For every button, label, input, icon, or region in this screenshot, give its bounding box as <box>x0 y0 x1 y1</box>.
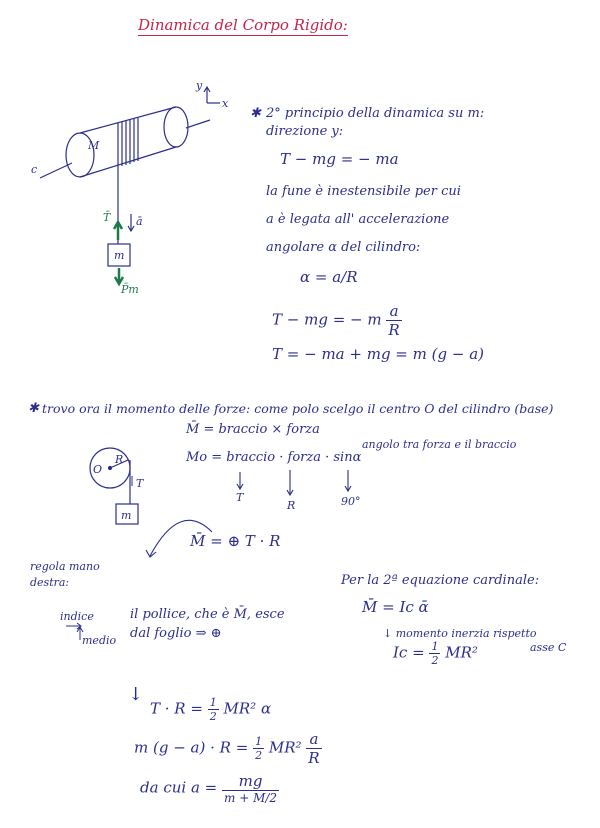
axis-x-label: x <box>222 97 229 110</box>
label-M: M <box>88 139 100 152</box>
rule-title-2: destra: <box>30 576 70 589</box>
eq3-den: R <box>388 321 400 339</box>
final-eq3-fraction <box>222 772 279 805</box>
final-arrow: ↓ <box>128 684 144 705</box>
axis-y-label: y <box>196 79 203 92</box>
inertia-note-1: ↓ momento inerzia rispetto <box>383 627 537 640</box>
eq3-num: a <box>386 302 401 321</box>
final-eq2-num: 1 <box>255 735 263 748</box>
label-a: ā <box>136 215 143 228</box>
ic-right: MR² <box>445 643 478 662</box>
ic-num: 1 <box>431 640 439 653</box>
ic-fraction <box>429 640 440 667</box>
label-m: m <box>114 249 125 262</box>
principle-line-2: direzione y: <box>266 124 344 139</box>
equation-tension: T = − ma + mg = m (g − a) <box>272 345 484 363</box>
final-eq-1 <box>150 696 271 723</box>
arrow-T-label: T <box>236 491 244 504</box>
final-eq3-num: mg <box>222 772 279 791</box>
pulley-O-label: O <box>93 463 103 476</box>
equation-newton: T − mg = − ma <box>280 150 399 168</box>
final-eq2-left: m (g − a) · R = <box>134 738 249 757</box>
moment-definition: M̄ = braccio × forza <box>186 422 320 437</box>
cardinal-intro: Per la 2ª equazione cardinale: <box>341 573 540 588</box>
moment-intro: trovo ora il momento delle forze: come polo scelgo il centro O del cilindro (base) <box>42 401 554 416</box>
final-eq2-num2: a <box>306 730 321 749</box>
ic-left: Ic = <box>393 643 425 662</box>
label-Pm: P̄m <box>121 283 139 296</box>
ic-den: 2 <box>431 654 439 667</box>
eq3-left: T − mg = − m <box>272 310 382 329</box>
equation-alpha: α = a/R <box>300 268 358 286</box>
label-c: c <box>31 163 38 176</box>
final-eq2-mid: MR² <box>268 738 302 757</box>
inertia-eq <box>393 640 478 667</box>
rule-desc-1: il pollice, che è M̄, esce <box>130 607 285 622</box>
rule-indice: indice <box>60 610 94 623</box>
rope-text-2: a è legata all' accelerazione <box>266 212 450 227</box>
page-title: Dinamica del Corpo Rigido: <box>138 16 348 34</box>
rule-title-1: regola mano <box>30 560 100 573</box>
final-eq2-den: 2 <box>255 749 263 762</box>
angle-note: angolo tra forza e il braccio <box>362 438 517 451</box>
rule-medio: medio <box>82 634 117 647</box>
pulley-R-label: R <box>115 453 124 466</box>
final-eq2-fraction <box>253 735 264 762</box>
cardinal-eq: M̄ = Ic ᾱ <box>362 598 429 616</box>
pulley-m-label: m <box>121 509 132 522</box>
moment-TR: M̄ = ⊕ T · R <box>190 532 281 550</box>
final-eq1-num: 1 <box>209 696 217 709</box>
arrow-R-label: R <box>287 499 296 512</box>
final-eq-3 <box>140 772 279 805</box>
final-eq3-left: da cui a = <box>140 778 218 797</box>
final-eq1-left: T · R = <box>150 699 203 718</box>
rule-desc-2: dal foglio ⇒ ⊕ <box>130 626 222 641</box>
moment-magnitude: Mo = braccio · forza · sinα <box>186 450 362 465</box>
final-eq3-den: m + M/2 <box>224 791 278 805</box>
final-eq1-den: 2 <box>209 710 217 723</box>
final-eq1-fraction <box>208 696 219 723</box>
principle-line-1: 2° principio della dinamica su m: <box>266 106 485 121</box>
label-T: T̄ <box>103 211 111 224</box>
final-eq-2 <box>134 730 322 767</box>
pulley-T-label: T <box>136 477 144 490</box>
final-eq2-fraction-2 <box>306 730 321 767</box>
final-eq1-right: MR² α <box>223 699 272 718</box>
rope-text-3: angolare α del cilindro: <box>266 240 421 255</box>
final-eq2-den2: R <box>308 749 320 767</box>
inertia-note-2: asse C <box>530 641 567 654</box>
bullet-1: ✱ <box>250 106 261 121</box>
arrow-90-label: 90° <box>341 495 361 508</box>
rope-text-1: la fune è inestensibile per cui <box>266 184 461 199</box>
bullet-2: ✱ <box>28 401 39 416</box>
